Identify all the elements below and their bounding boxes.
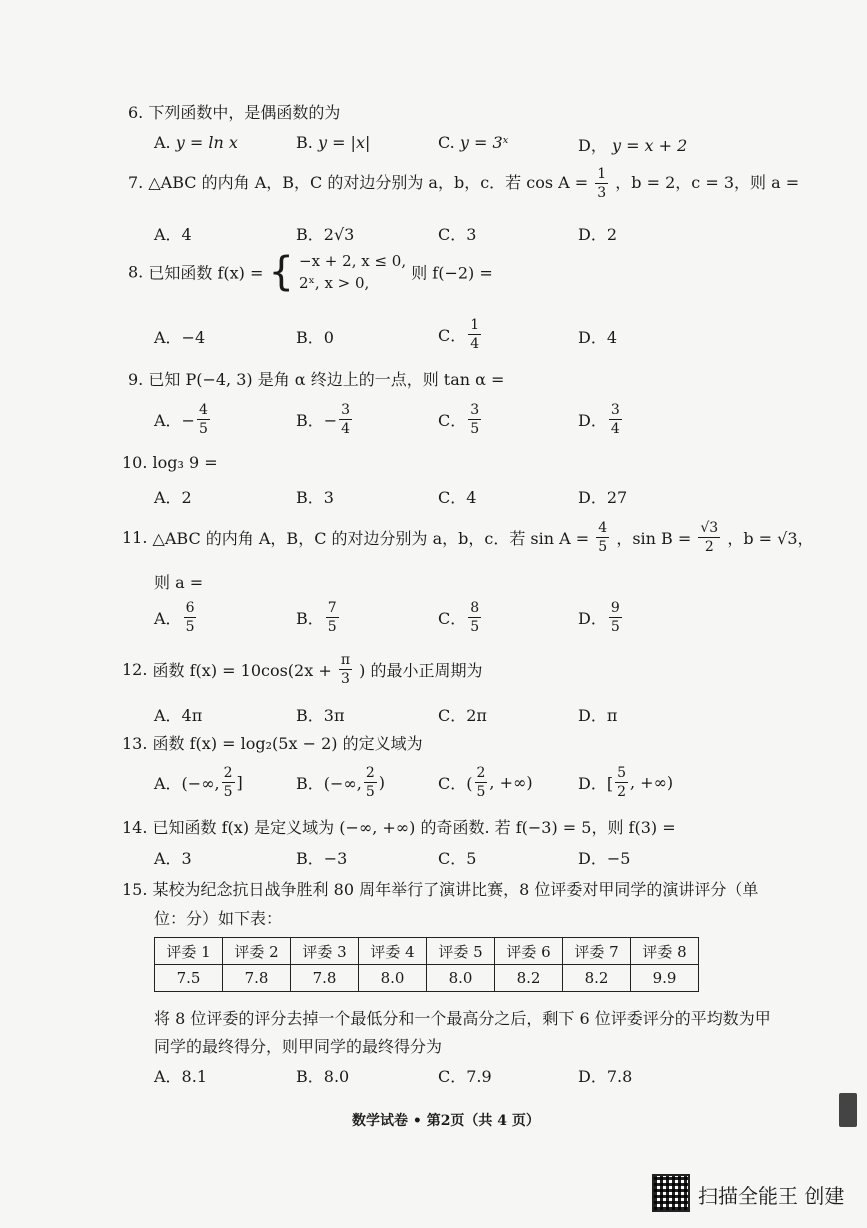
q15-option-c: C．7.9	[438, 1067, 492, 1086]
table-cell: 9.9	[631, 965, 699, 992]
q12-option-c: C．2π	[438, 706, 487, 725]
q11-option-a: A． $\frac{6}{5}$	[154, 600, 195, 635]
q8-option-d: D．4	[578, 328, 618, 347]
qr-code-icon	[652, 1174, 690, 1212]
q9-option-d: D． $\frac{3}{4}$	[578, 402, 620, 437]
scroll-tab[interactable]	[839, 1093, 857, 1127]
q13-option-b: B．(−∞, $\frac{2}{5}$ )	[296, 765, 385, 800]
q11-option-d: D． $\frac{9}{5}$	[578, 600, 620, 635]
scanner-watermark: 扫描全能王 创建	[698, 1184, 845, 1208]
table-cell: 7.8	[223, 965, 291, 992]
question-13: 13. 函数 f(x) = log₂(5x − 2) 的定义域为	[122, 734, 423, 753]
piecewise-brace: {	[268, 249, 294, 295]
table-cell: 7.5	[155, 965, 223, 992]
table-header-cell: 评委 5	[427, 938, 495, 965]
q6-option-c: C. y = 3ˣ	[438, 133, 509, 152]
q7-fraction: $\frac{1}{3}$	[597, 166, 607, 201]
q6-option-b: B. y = |x|	[296, 133, 371, 152]
question-15-text-3: 将 8 位评委的评分去掉一个最低分和一个最高分之后，剩下 6 位评委评分的平均数为甲	[154, 1009, 771, 1028]
question-14: 14. 已知函数 f(x) 是定义域为 (−∞, +∞) 的奇函数. 若 f(−3) = 5，则 f(3) =	[122, 818, 676, 837]
q10-option-c: C．4	[438, 488, 477, 507]
q8-option-c: C． $\frac{1}{4}$	[438, 317, 480, 352]
piecewise-function: −x + 2, x ≤ 0, 2ˣ, x > 0,	[299, 252, 407, 292]
question-6: 6. 下列函数中，是偶函数的为	[128, 103, 341, 122]
q13-option-a: A．(−∞, $\frac{2}{5}$ ]	[154, 765, 243, 800]
table-cell: 8.2	[495, 965, 563, 992]
q14-option-b: B．−3	[296, 849, 348, 868]
q14-option-d: D．−5	[578, 849, 631, 868]
q13-option-c: C．( $\frac{2}{5}$ , +∞)	[438, 765, 533, 800]
q6-option-a: A. y = ln x	[154, 133, 238, 152]
question-12: 12. 函数 f(x) = 10cos(2x + $\frac{\pi}{3}$ ) 的最小正周期为	[122, 652, 483, 687]
q11-option-b: B． $\frac{7}{5}$	[296, 600, 337, 635]
table-header-cell: 评委 8	[631, 938, 699, 965]
q6-option-d: D， y = x + 2	[578, 136, 688, 155]
q7-option-d: D．2	[578, 225, 618, 244]
question-11: 11. △ABC 的内角 A，B，C 的对边分别为 a，b，c．若 sin A = $\frac{4}{5}$ ，sin B = $\frac{√3}{2}$ ，b = √3，	[122, 520, 814, 555]
table-header-cell: 评委 2	[223, 938, 291, 965]
q13-option-d: D．[ $\frac{5}{2}$ , +∞)	[578, 765, 674, 800]
page-footer: 数学试卷 • 第2页（共 4 页）	[352, 1113, 540, 1129]
question-8: 8. 已知函数 f(x) = { −x + 2, x ≤ 0, 2ˣ, x > 0, 则 f(−2) =	[128, 249, 493, 295]
q11-line2: 则 a =	[154, 573, 204, 592]
q7-option-b: B．2√3	[296, 225, 355, 244]
q9-option-b: B．− $\frac{3}{4}$	[296, 402, 351, 437]
table-row	[155, 965, 699, 992]
q7-option-c: C．3	[438, 225, 477, 244]
q7-option-a: A．4	[154, 225, 192, 244]
q12-option-b: B．3π	[296, 706, 345, 725]
q10-option-b: B．3	[296, 488, 334, 507]
table-header-cell: 评委 4	[359, 938, 427, 965]
q11-option-c: C． $\frac{8}{5}$	[438, 600, 480, 635]
question-7: 7. △ABC 的内角 A，B，C 的对边分别为 a，b，c．若 cos A = $\frac{1}{3}$ ，b = 2，c = 3，则 a =	[128, 166, 800, 201]
q8-option-b: B．0	[296, 328, 334, 347]
question-9: 9. 已知 P(−4, 3) 是角 α 终边上的一点，则 tan α =	[128, 370, 505, 389]
q10-option-a: A．2	[154, 488, 192, 507]
score-table	[154, 937, 699, 992]
question-10: 10. log₃ 9 =	[122, 453, 218, 472]
q15-option-a: A．8.1	[154, 1067, 208, 1086]
table-cell: 8.0	[359, 965, 427, 992]
table-cell: 7.8	[291, 965, 359, 992]
q14-option-a: A．3	[154, 849, 192, 868]
table-header-cell: 评委 3	[291, 938, 359, 965]
q14-option-c: C．5	[438, 849, 477, 868]
q8-option-a: A．−4	[154, 328, 206, 347]
q12-option-d: D．π	[578, 706, 618, 725]
q9-option-a: A．− $\frac{4}{5}$	[154, 402, 208, 437]
table-cell: 8.0	[427, 965, 495, 992]
table-header-cell: 评委 6	[495, 938, 563, 965]
table-header-cell: 评委 1	[155, 938, 223, 965]
question-15: 15. 某校为纪念抗日战争胜利 80 周年举行了演讲比赛，8 位评委对甲同学的演讲评分（单	[122, 880, 759, 899]
table-cell: 8.2	[563, 965, 631, 992]
table-header-cell: 评委 7	[563, 938, 631, 965]
q12-option-a: A．4π	[154, 706, 203, 725]
question-15-text-4: 同学的最终得分，则甲同学的最终得分为	[154, 1037, 443, 1056]
q9-option-c: C． $\frac{3}{5}$	[438, 402, 480, 437]
q15-option-d: D．7.8	[578, 1067, 633, 1086]
q15-option-b: B．8.0	[296, 1067, 350, 1086]
table-header-row	[155, 938, 699, 965]
q10-option-d: D．27	[578, 488, 628, 507]
question-15-line2: 位：分）如下表：	[154, 909, 283, 928]
